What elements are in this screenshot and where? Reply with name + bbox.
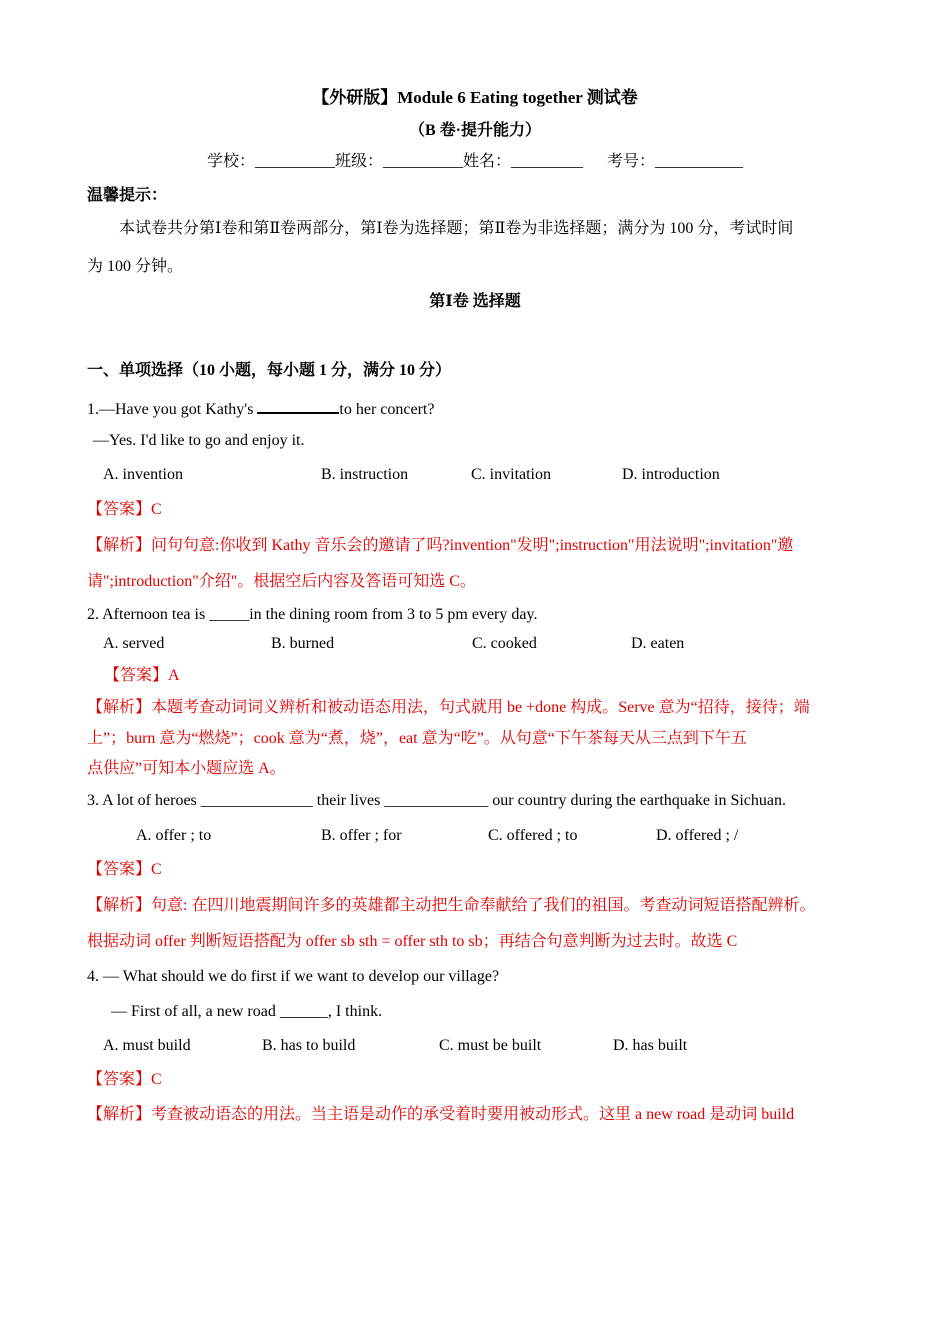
question-3: 3. A lot of heroes ______________ their lives _____________ our country during the earthquake in Sichuan. (87, 792, 786, 809)
question-1-text-pre: 1.—Have you got Kathy's (87, 401, 258, 418)
option-d: D. has built (613, 1037, 688, 1054)
question-2-answer: 【答案】A (104, 667, 180, 684)
option-a: A. must build (103, 1037, 191, 1054)
question-4-reply: — First of all, a new road ______, I think. (111, 1003, 383, 1020)
question-4: 4. — What should we do first if we want to develop our village? (87, 968, 500, 985)
question-1 (87, 396, 434, 420)
option-b: B. burned (271, 635, 335, 652)
question-2-analysis-line3: 点供应”可知本小题应选 A。 (87, 760, 286, 777)
class-blank: __________ (383, 153, 463, 170)
option-b: B. offer ; for (321, 827, 402, 844)
option-a: A. served (103, 635, 165, 652)
class-label: 班级： (334, 153, 383, 170)
question-1-analysis-line1: 【解析】问句句意:你收到 Kathy 音乐会的邀请了吗?invention"发明";instruction"用法说明";invitation"邀 (87, 537, 794, 554)
question-1-reply: —Yes. I'd like to go and enjoy it. (93, 432, 305, 449)
option-c: C. offered ; to (488, 827, 578, 844)
number-blank: ___________ (655, 153, 744, 170)
option-d: D. introduction (622, 466, 720, 483)
question-2-analysis-line2: 上”；burn 意为“燃烧”；cook 意为“煮，烧”，eat 意为“吃”。从句意“下午茶每天从三点到下午五 (87, 730, 747, 747)
question-1-answer: 【答案】C (87, 501, 162, 518)
question-4-answer: 【答案】C (87, 1071, 162, 1088)
option-a: A. offer ; to (136, 827, 212, 844)
question-4-analysis-line1: 【解析】考查被动语态的用法。当主语是动作的承受着时要用被动形式。这里 a new road 是动词 build (87, 1106, 795, 1123)
page-title: 【外研版】Module 6 Eating together 测试卷 (312, 88, 638, 107)
option-c: C. must be built (439, 1037, 542, 1054)
option-d: D. eaten (631, 635, 685, 652)
tips-text-line2: 为 100 分钟。 (87, 258, 184, 275)
school-label: 学校： (206, 153, 255, 170)
student-info-line (0, 152, 950, 172)
option-d: D. offered ; / (656, 827, 739, 844)
question-1-text-post: to her concert? (339, 401, 435, 418)
question-2-analysis-line1: 【解析】本题考查动词词义辨析和被动语态用法，句式就用 be +done 构成。Serve 意为“招待，接待；端 (87, 699, 810, 716)
section1-title: 一、单项选择（10 小题，每小题 1 分，满分 10 分） (87, 362, 452, 379)
question-3-analysis-line1: 【解析】句意: 在四川地震期间许多的英雄都主动把生命奉献给了我们的祖国。考查动词短语搭配辨析。 (87, 897, 816, 914)
question-2: 2. Afternoon tea is _____in the dining room from 3 to 5 pm every day. (87, 606, 538, 623)
answer-blank (257, 396, 339, 414)
page-subtitle: （B 卷·提升能力） (408, 122, 541, 139)
tips-heading: 温馨提示： (87, 187, 168, 204)
question-3-answer: 【答案】C (87, 861, 162, 878)
name-blank: _________ (511, 153, 584, 170)
option-b: B. has to build (262, 1037, 356, 1054)
number-label: 考号： (607, 153, 656, 170)
option-c: C. invitation (471, 466, 551, 483)
option-c: C. cooked (472, 635, 537, 652)
option-a: A. invention (103, 466, 183, 483)
tips-text-line1: 本试卷共分第Ⅰ卷和第Ⅱ卷两部分，第Ⅰ卷为选择题；第Ⅱ卷为非选择题；满分为 100 分，考试时间 (119, 220, 794, 237)
school-blank: __________ (254, 153, 335, 170)
name-label: 姓名： (463, 153, 512, 170)
question-1-analysis-line2: 请";introduction"介绍"。根据空后内容及答语可知选 C。 (87, 573, 476, 590)
question-3-analysis-line2: 根据动词 offer 判断短语搭配为 offer sb sth = offer sth to sb；再结合句意判断为过去时。故选 C (87, 933, 738, 950)
part1-title: 第Ⅰ卷 选择题 (429, 293, 521, 310)
option-b: B. instruction (321, 466, 409, 483)
